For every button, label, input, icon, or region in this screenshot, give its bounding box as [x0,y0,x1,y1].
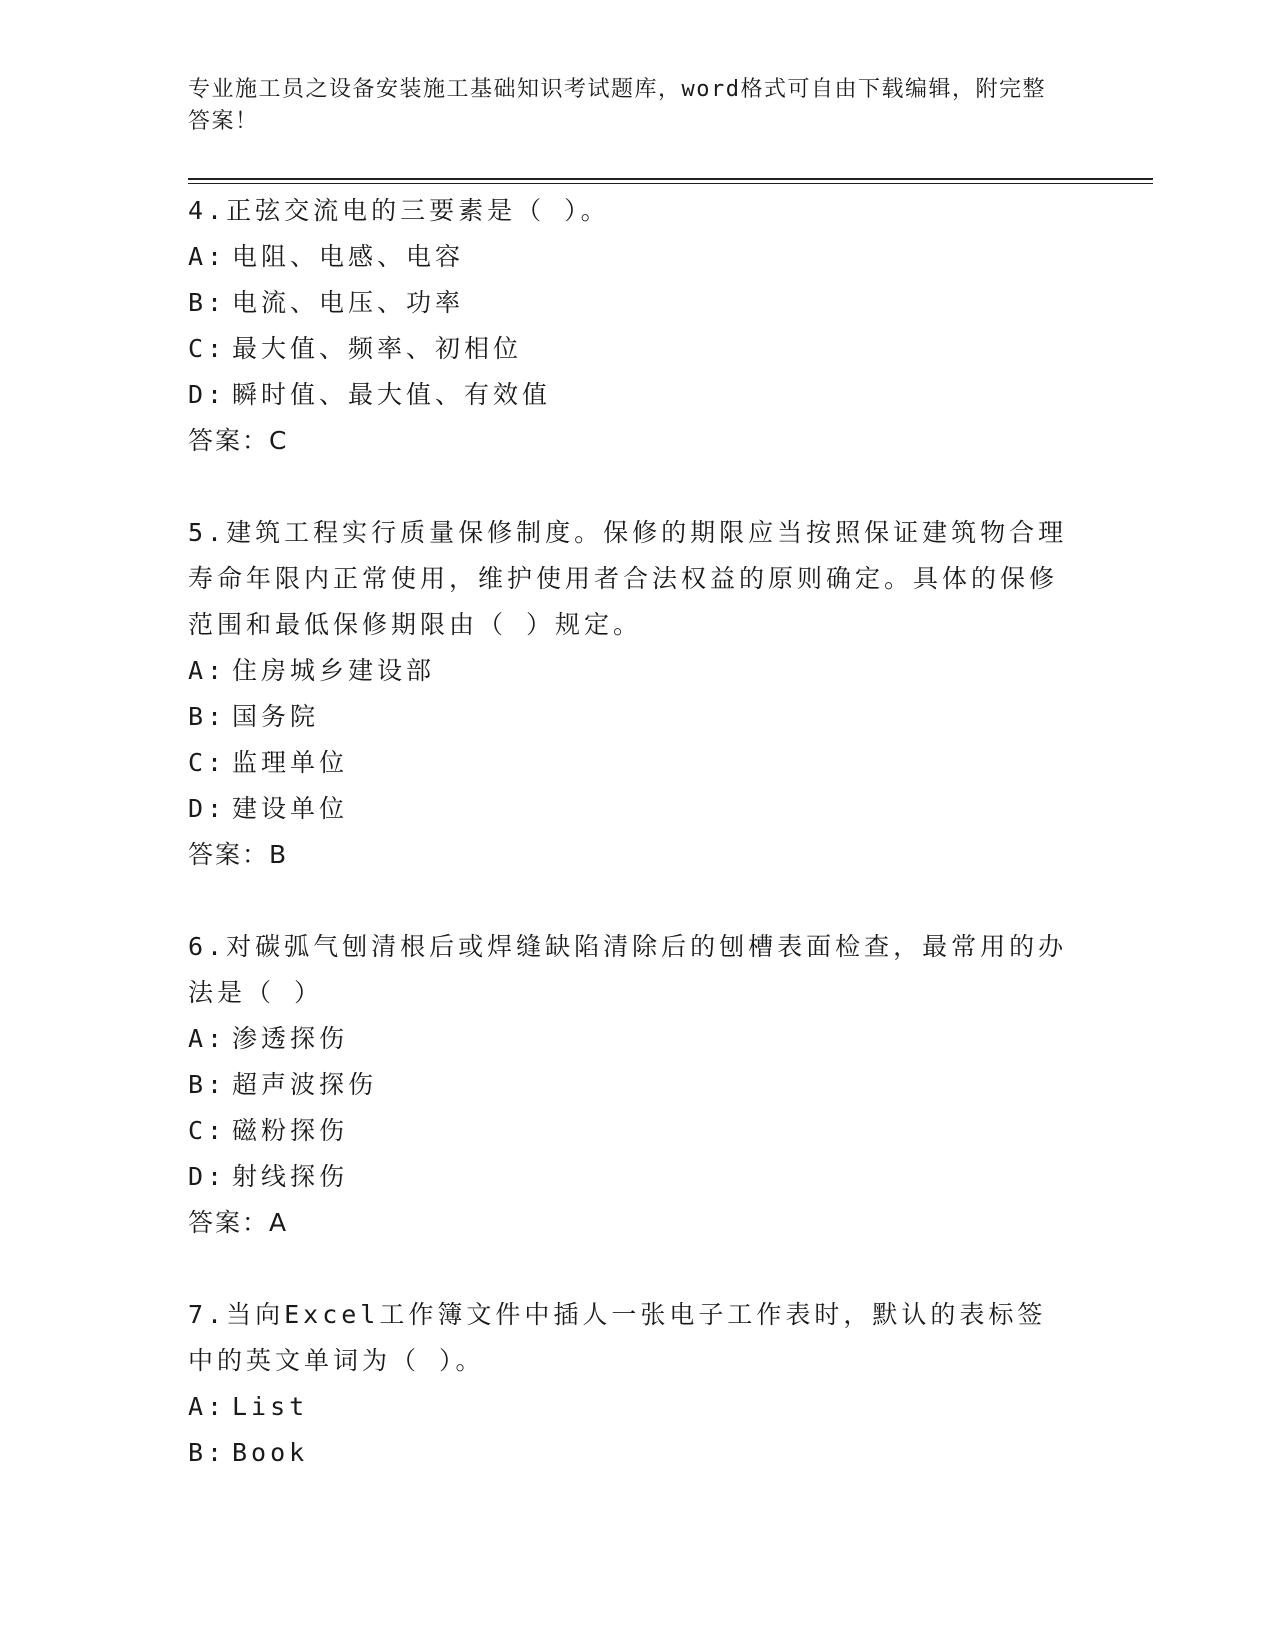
option-d [188,1154,1068,1200]
option-text: 建设单位 [232,794,349,823]
option-text: 监理单位 [232,748,349,777]
question-block [188,510,1068,878]
option-key: D: [188,380,227,409]
option-key: B: [188,1438,227,1467]
spacer [188,878,1068,924]
option-b [188,1430,1068,1476]
answer-line: 答案：C [188,426,289,455]
option-key: A: [188,1392,227,1421]
option-key: D: [188,794,227,823]
option-text: Book [232,1438,309,1467]
option-b [188,694,1068,740]
header-divider-thin [188,183,1153,184]
option-key: B: [188,702,227,731]
option-key: A: [188,1024,227,1053]
option-b [188,1062,1068,1108]
spacer [188,464,1068,510]
option-a [188,1016,1068,1062]
answer-line: 答案：A [188,1208,289,1237]
option-c [188,1108,1068,1154]
option-text: 电阻、电感、电容 [232,242,465,271]
header-divider-thick [188,178,1153,180]
option-a [188,648,1068,694]
option-text: 住房城乡建设部 [232,656,436,685]
option-key: B: [188,1070,227,1099]
question-text: 4.正弦交流电的三要素是（ ）。 [188,196,610,225]
option-text: 国务院 [232,702,320,731]
option-key: A: [188,656,227,685]
option-key: C: [188,1116,227,1145]
option-key: B: [188,288,227,317]
option-key: C: [188,748,227,777]
question-text: 7.当向Excel工作簿文件中插人一张电子工作表时，默认的表标签中的英文单词为（ ）。 [188,1300,1047,1375]
question-text: 6.对碳弧气刨清根后或焊缝缺陷清除后的刨槽表面检查，最常用的办法是（ ） [188,932,1068,1007]
option-d [188,786,1068,832]
option-text: 渗透探伤 [232,1024,349,1053]
option-text: 超声波探伤 [232,1070,378,1099]
spacer [188,1246,1068,1292]
option-text: List [232,1392,309,1421]
option-key: D: [188,1162,227,1191]
option-text: 最大值、频率、初相位 [232,334,523,363]
option-a [188,1384,1068,1430]
option-c [188,326,1068,372]
document-header: 专业施工员之设备安装施工基础知识考试题库，word格式可自由下载编辑，附完整答案！ [188,77,1046,134]
question-block [188,1292,1068,1476]
option-text: 瞬时值、最大值、有效值 [232,380,552,409]
question-list [188,188,1068,1476]
option-b [188,280,1068,326]
option-c [188,740,1068,786]
answer-line: 答案：B [188,840,289,869]
question-text: 5.建筑工程实行质量保修制度。保修的期限应当按照保证建筑物合理寿命年限内正常使用，维护使用者合法权益的原则确定。具体的保修范围和最低保修期限由（ ）规定。 [188,518,1068,639]
option-key: C: [188,334,227,363]
option-text: 电流、电压、功率 [232,288,465,317]
option-a [188,234,1068,280]
question-block [188,924,1068,1246]
question-block [188,188,1068,464]
option-d [188,372,1068,418]
option-text: 磁粉探伤 [232,1116,349,1145]
option-key: A: [188,242,227,271]
option-text: 射线探伤 [232,1162,349,1191]
